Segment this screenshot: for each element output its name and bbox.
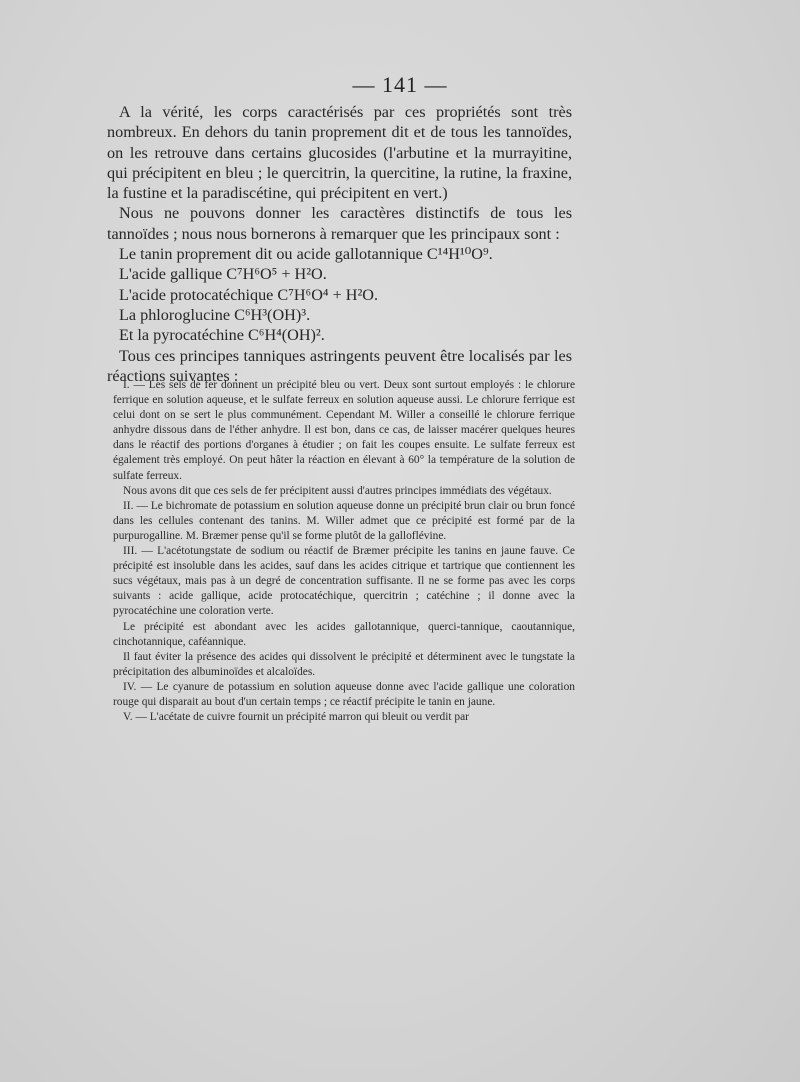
formula-line-protocatechic bbox=[107, 285, 572, 305]
formula-line-gallotannic bbox=[107, 244, 572, 264]
main-text bbox=[107, 102, 572, 386]
reactions-list bbox=[113, 378, 575, 725]
reaction-cyanide: IV. — Le cyanure de potassium en solution aqueuse donne avec l'acide gallique une coloration rouge qui disparait au bout d'un certain temps ; ce réactif précipite le tanin en jaune. bbox=[113, 680, 575, 708]
page-number: — 141 — bbox=[352, 72, 448, 97]
chemical-formula: C⁷H⁶O⁵ + H²O. bbox=[226, 265, 327, 284]
formula-label: Et la pyrocatéchine bbox=[119, 326, 248, 345]
paragraph-intro: A la vérité, les corps caractérisés par ces propriétés sont très nombreux. En dehors du tanin proprement dit et de tous les tannoïdes, on les retrouve dans certains glucosides (l'arbutine et la murrayitine, qui précipitent en bleu ; le quercitrin, la quercitine, la rutine, la fraxine, la fustine et la paradiscétine, qui précipitent en vert.) bbox=[107, 103, 572, 203]
chemical-formula: C⁶H⁴(OH)². bbox=[248, 326, 325, 345]
formula-label: L'acide gallique bbox=[119, 265, 227, 284]
reaction-acetotungstate: III. — L'acétotungstate de sodium ou réactif de Bræmer précipite les tanins en jaune fauve. Ce précipité est insoluble dans les acides, sauf dans les acides citrique et tartrique que contiennent les sucs végétaux, mais pas à un degré de concentration suffisante. Il ne se forme pas avec les corps suivants : acide gallique, acide protocatéchique, quercitrin ; catéchine ; il donne avec la pyrocatéchine une coloration verte. bbox=[113, 545, 575, 618]
formula-label: La phloroglucine bbox=[119, 305, 235, 324]
chemical-formula: C⁷H⁶O⁴ + H²O. bbox=[277, 285, 379, 304]
reaction-copper-acetate: V. — L'acétate de cuivre fournit un précipité marron qui bleuit ou verdit par bbox=[123, 711, 469, 724]
formula-line-gallic bbox=[107, 264, 572, 284]
reaction-iron-salts: I. — Les sels de fer donnent un précipité bleu ou vert. Deux sont surtout employés : le chlorure ferrique en solution aqueuse, et le sulfate ferreux en solution aqueuse aussi. Le chlorure ferrique est celui dont on se sert le plus communément. Cependant M. Willer a conseillé le chlorure ferrique anhydre dissous dans de l'éther anhydre. Il est bon, dans ce cas, de laisser macérer quelques heures dans le réactif des portions d'organes à étudier ; on fait les coupes ensuite. Le sulfate ferreux est également très employé. On peut hâter la réaction en élevant à 60° la température de la solution de sulfate ferreux. bbox=[113, 379, 575, 482]
paragraph-tannoids: Nous ne pouvons donner les caractères distinctifs de tous les tannoïdes ; nous nous bornerons à remarquer que les principaux sont : bbox=[107, 204, 572, 243]
formula-line-phloroglucine bbox=[107, 305, 572, 325]
formula-label: L'acide protocatéchique bbox=[119, 285, 278, 304]
formula-line-pyrocatechine bbox=[107, 325, 572, 345]
note-avoid-acids: Il faut éviter la présence des acides qui dissolvent le précipité et déterminent avec le tungstate la précipitation des albuminoïdes et alcaloïdes. bbox=[113, 650, 575, 678]
paragraph-reactions-intro: Tous ces principes tanniques astringents peuvent être localisés par les réactions suivantes : bbox=[107, 346, 572, 385]
note-precipitate-abundant: Le précipité est abondant avec les acides gallotannique, querci-tannique, caoutannique, cinchotannique, caféannique. bbox=[113, 620, 575, 648]
note-iron-salts-other: Nous avons dit que ces sels de fer précipitent aussi d'autres principes immédiats des végétaux. bbox=[123, 484, 552, 497]
chemical-formula: C⁶H³(OH)³. bbox=[234, 305, 311, 324]
chemical-formula: C¹⁴H¹⁰O⁹. bbox=[426, 245, 493, 264]
reaction-bichromate: II. — Le bichromate de potassium en solution aqueuse donne un précipité brun clair ou brun foncé dans les cellules contenant des tanins. M. Willer admet que ce précipité est formé par de la purpurogalline. M. Bræmer pense qu'il se forme plutôt de la galloflévine. bbox=[113, 499, 575, 542]
formula-label: Le tanin proprement dit ou acide gallotannique bbox=[119, 245, 427, 264]
